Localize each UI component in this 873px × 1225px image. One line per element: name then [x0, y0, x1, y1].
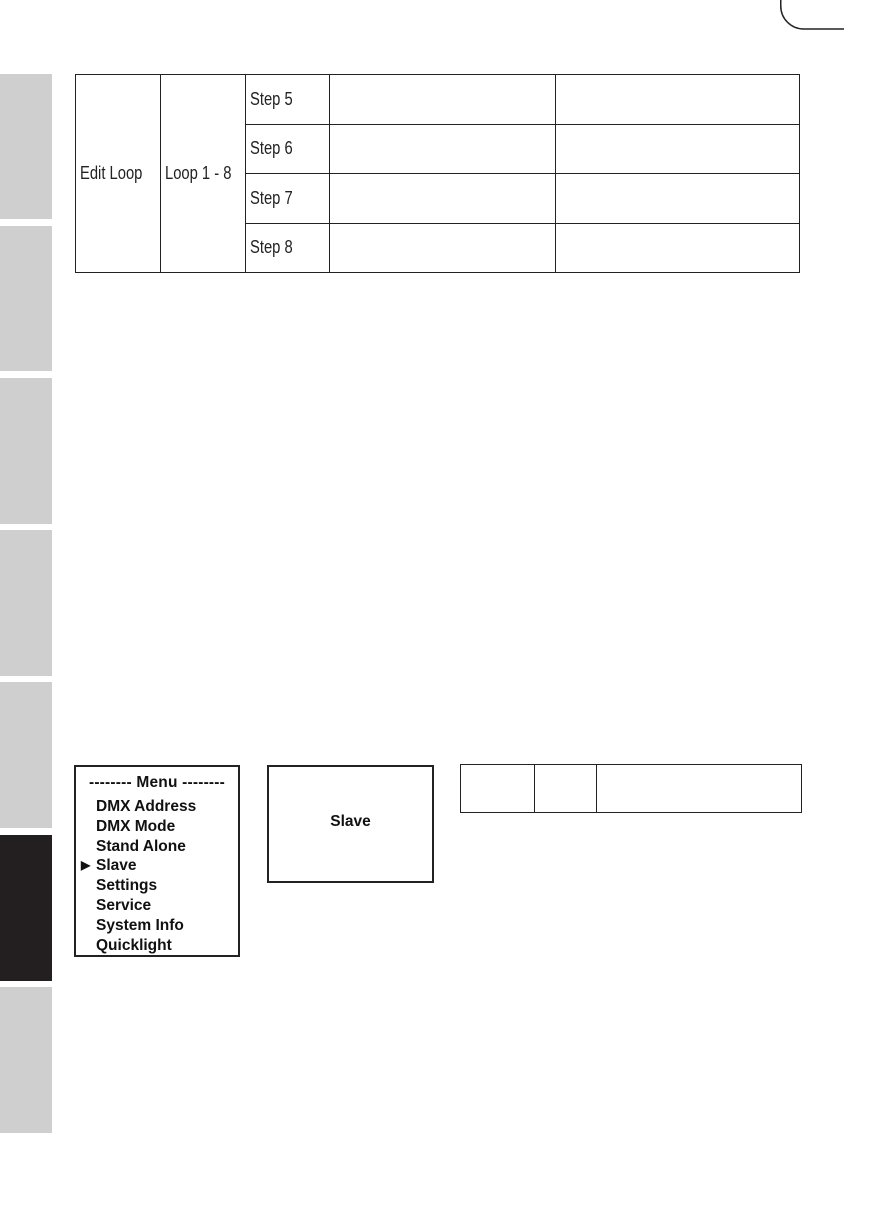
function-label: Edit Loop — [80, 163, 143, 183]
menu-item-label: Quicklight — [96, 936, 172, 954]
menu-header: -------- Menu -------- — [88, 774, 226, 791]
step-desc-cell — [556, 174, 800, 224]
range-cell — [161, 75, 246, 273]
table-cell — [597, 765, 802, 813]
menu-item-dmx-address — [96, 797, 196, 817]
menu-item-stand-alone — [96, 837, 196, 857]
slave-display — [267, 765, 434, 883]
side-tab-7 — [0, 987, 52, 1133]
menu-item-dmx-mode — [96, 817, 196, 837]
table-row — [461, 765, 802, 813]
function-cell — [76, 75, 161, 273]
step-value-cell — [330, 75, 556, 125]
step-cell — [246, 174, 330, 224]
selection-cursor-icon: ▶ — [81, 858, 91, 873]
side-tab-2 — [0, 226, 52, 371]
step-cell — [246, 223, 330, 273]
menu-item-system-info — [96, 916, 196, 936]
menu-item-slave — [81, 856, 196, 876]
side-tab-6-active — [0, 835, 52, 981]
table-row — [76, 75, 800, 125]
table-cell — [461, 765, 535, 813]
menu-item-settings — [96, 876, 196, 896]
slave-table — [460, 764, 802, 813]
step-desc-cell — [556, 124, 800, 174]
table-cell — [535, 765, 597, 813]
step-label: Step 6 — [250, 138, 293, 159]
step-desc-cell — [556, 223, 800, 273]
step-desc-cell — [556, 75, 800, 125]
menu-item-label: DMX Address — [96, 798, 197, 815]
menu-item-label: DMX Mode — [96, 817, 176, 835]
menu-item-label: Settings — [96, 877, 158, 895]
menu-item-label: Service — [96, 896, 152, 914]
menu-item-service — [96, 896, 196, 916]
step-cell — [246, 124, 330, 174]
range-label: Loop 1 - 8 — [165, 163, 232, 183]
side-tab-1 — [0, 74, 52, 219]
step-cell — [246, 75, 330, 125]
step-value-cell — [330, 174, 556, 224]
menu-item-label: Slave — [96, 857, 137, 875]
menu-item-label: System Info — [96, 916, 184, 934]
menu-item-quicklight — [96, 936, 196, 956]
menu-list — [81, 797, 197, 955]
side-tab-3 — [0, 378, 52, 524]
side-tab-4 — [0, 530, 52, 676]
step-value-cell — [330, 124, 556, 174]
step-label: Step 8 — [250, 237, 293, 258]
slave-display-label: Slave — [330, 813, 371, 830]
edit-loop-table — [75, 74, 800, 273]
crop-mark — [780, 0, 844, 30]
menu-item-label: Stand Alone — [96, 837, 186, 855]
side-tab-5 — [0, 682, 52, 828]
step-label: Step 5 — [250, 88, 293, 109]
step-value-cell — [330, 223, 556, 273]
menu-display — [74, 765, 240, 957]
step-label: Step 7 — [250, 187, 293, 208]
